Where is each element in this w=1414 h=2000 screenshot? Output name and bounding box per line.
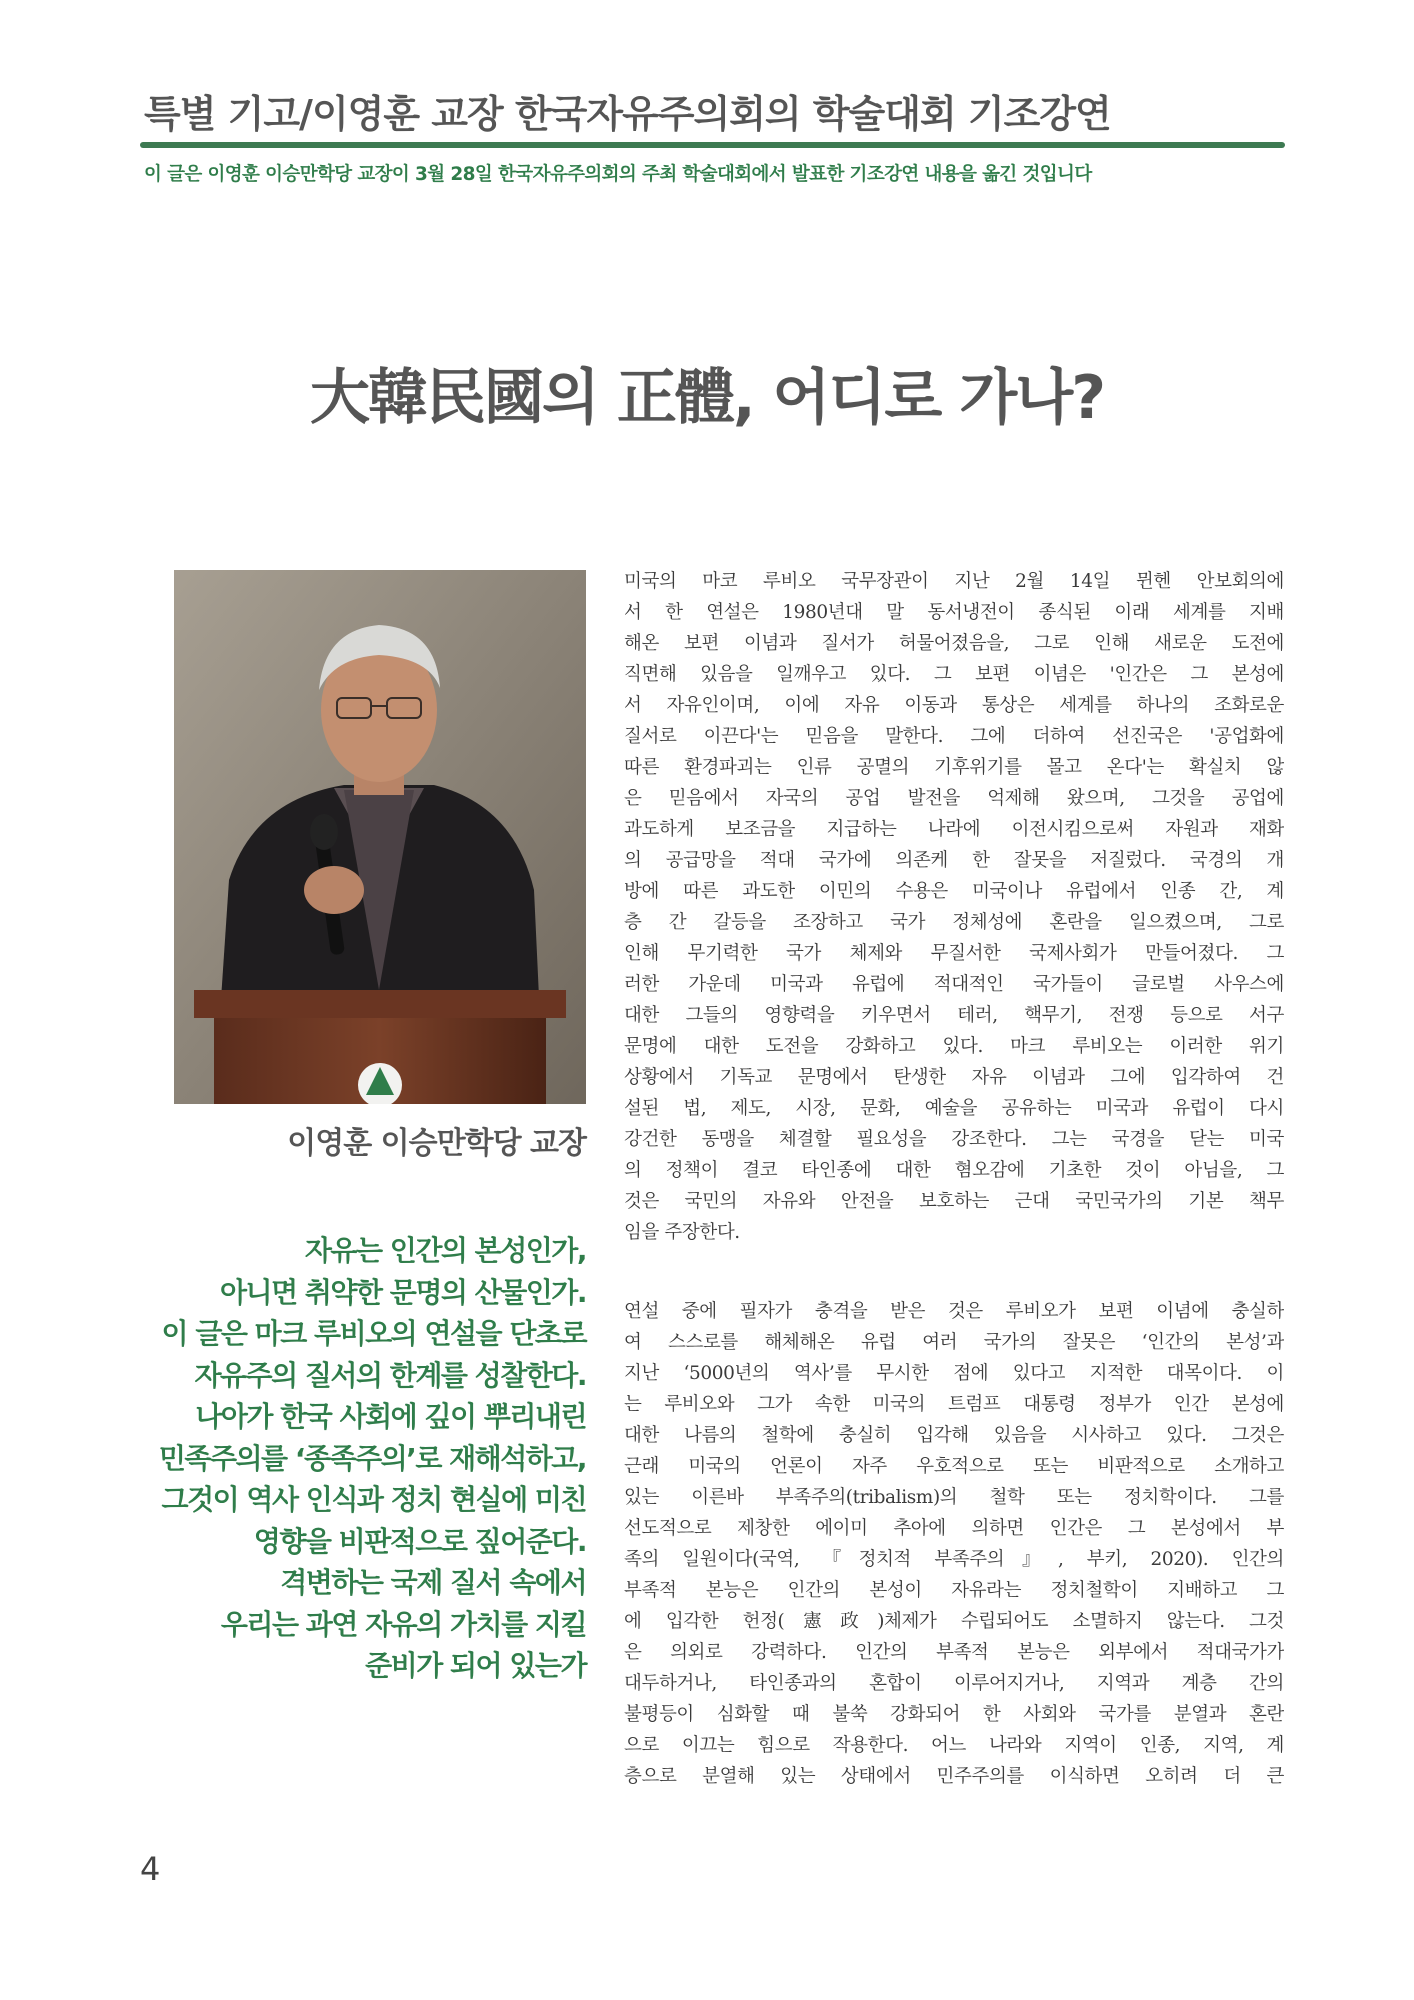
body-line: 문명에 대한 도전을 강화하고 있다. 마크 루비오는 이러한 위기: [624, 1036, 1284, 1057]
pull-quote-line: 나아가 한국 사회에 깊이 뿌리내린: [195, 1400, 586, 1433]
body-line: 따른 환경파괴는 인류 공멸의 기후위기를 몰고 온다'는 확실치 않: [624, 757, 1284, 778]
pull-quote-line: 아니면 취약한 문명의 산물인가.: [219, 1275, 586, 1309]
body-line: 러한 가운데 미국과 유럽에 적대적인 국가들이 글로벌 사우스에: [624, 974, 1284, 995]
body-line: 것은 국민의 자유와 안전을 보호하는 근대 국민국가의 기본 책무: [624, 1191, 1284, 1212]
body-line: 임을 주장한다.: [624, 1222, 740, 1243]
body-line: 의 공급망을 적대 국가에 의존케 한 잘못을 저질렀다. 국경의 개: [624, 850, 1284, 871]
pull-quote-line: 이 글은 마크 루비오의 연설을 단초로: [161, 1317, 586, 1350]
pull-quote-line: 준비가 되어 있는가: [365, 1649, 586, 1682]
pull-quote-line: 자유주의 질서의 한계를 성찰한다.: [194, 1358, 586, 1392]
body-line: 서 한 연설은 1980년대 말 동서냉전이 종식된 이래 세계를 지배: [624, 602, 1284, 623]
body-line: 과도하게 보조금을 지급하는 나라에 이전시킴으로써 자원과 재화: [624, 819, 1284, 840]
pull-quote-line: 격변하는 국제 질서 속에서: [280, 1566, 586, 1599]
body-line: 지난 ‘5000년의 역사’를 무시한 점에 있다고 지적한 대목이다. 이: [624, 1363, 1284, 1384]
photo-caption: 이영훈 이승만학당 교장: [287, 1126, 586, 1161]
pull-quote-line: 자유는 인간의 본성인가,: [304, 1234, 586, 1267]
pull-quote-line: 영향을 비판적으로 짚어준다.: [253, 1524, 586, 1558]
body-line: 연설 중에 필자가 충격을 받은 것은 루비오가 보편 이념에 충실하: [624, 1301, 1284, 1322]
body-line: 인해 무기력한 국가 체제와 무질서한 국제사회가 만들어졌다. 그: [624, 943, 1284, 964]
body-line: 대두하거나, 타인종과의 혼합이 이루어지거나, 지역과 계층 간의: [624, 1673, 1284, 1694]
body-line: 대한 그들의 영향력을 키우면서 테러, 핵무기, 전쟁 등으로 서구: [624, 1005, 1284, 1026]
header-rule: [140, 142, 1285, 148]
body-line: 층 간 갈등을 조장하고 국가 정체성에 혼란을 일으켰으며, 그로: [624, 912, 1284, 933]
body-line: 서 자유인이며, 이에 자유 이동과 통상은 세계를 하나의 조화로운: [624, 695, 1284, 716]
article-title: 大韓民國의 正體, 어디로 가나?: [309, 363, 1105, 433]
body-line: 불평등이 심화할 때 불쑥 강화되어 한 사회와 국가를 분열과 혼란: [624, 1704, 1284, 1725]
article-intro-note: 이 글은 이영훈 이승만학당 교장이 3월 28일 한국자유주의회의 주최 학술대회에서 발표한 기조강연 내용을 옮긴 것입니다: [144, 164, 1092, 185]
body-line: 부족적 본능은 인간의 본성이 자유라는 정치철학이 지배하고 그: [624, 1580, 1284, 1601]
body-line: 해온 보편 이념과 질서가 허물어졌음을, 그로 인해 새로운 도전에: [624, 633, 1284, 654]
pull-quote-line: 우리는 과연 자유의 가치를 지킬: [220, 1607, 586, 1641]
body-line: 은 믿음에서 자국의 공업 발전을 억제해 왔으며, 그것을 공업에: [624, 788, 1284, 809]
pull-quote-line: 그것이 역사 인식과 정치 현실에 미친: [161, 1483, 586, 1516]
body-line: 는 루비오와 그가 속한 미국의 트럼프 대통령 정부가 인간 본성에: [624, 1394, 1284, 1415]
page-number: 4: [140, 1850, 161, 1888]
body-line: 근래 미국의 언론이 자주 우호적으로 또는 비판적으로 소개하고: [624, 1456, 1284, 1477]
body-paragraph-2: [624, 1296, 1284, 1792]
body-line: 에 입각한 헌정(憲政)체제가 수립되어도 소멸하지 않는다. 그것: [624, 1611, 1284, 1632]
body-paragraph-1: [624, 566, 1284, 1248]
body-line: 있는 이른바 부족주의(tribalism)의 철학 또는 정치학이다. 그를: [624, 1487, 1284, 1508]
body-line: 대한 나름의 철학에 충실히 입각해 있음을 시사하고 있다. 그것은: [624, 1425, 1284, 1446]
section-header: 특별 기고/이영훈 교장 한국자유주의회의 학술대회 기조강연: [144, 92, 1111, 136]
body-line: 방에 따른 과도한 이민의 수용은 미국이나 유럽에서 인종 간, 계: [624, 881, 1284, 902]
body-line: 으로 이끄는 힘으로 작용한다. 어느 나라와 지역이 인종, 지역, 계: [624, 1735, 1284, 1756]
body-line: 선도적으로 제창한 에이미 추아에 의하면 인간은 그 본성에서 부: [624, 1518, 1284, 1539]
body-line: 의 정책이 결코 타인종에 대한 혐오감에 기초한 것이 아님을, 그: [624, 1160, 1284, 1181]
body-line: 층으로 분열해 있는 상태에서 민주주의를 이식하면 오히려 더 큰: [624, 1766, 1284, 1787]
body-line: 은 의외로 강력하다. 인간의 부족적 본능은 외부에서 적대국가가: [624, 1642, 1284, 1663]
body-line: 설된 법, 제도, 시장, 문화, 예술을 공유하는 미국과 유럽이 다시: [624, 1098, 1284, 1119]
body-line: 강건한 동맹을 체결할 필요성을 강조한다. 그는 국경을 닫는 미국: [624, 1129, 1284, 1150]
pull-quote: [140, 1230, 586, 1687]
pull-quote-line: 민족주의를 ‘종족주의’로 재해석하고,: [158, 1441, 586, 1475]
body-line: 질서로 이끈다'는 믿음을 말한다. 그에 더하여 선진국은 '공업화에: [624, 726, 1284, 747]
body-line: 여 스스로를 해체해온 유럽 여러 국가의 잘못은 ‘인간의 본성’과: [624, 1332, 1284, 1353]
body-line: 미국의 마코 루비오 국무장관이 지난 2월 14일 뮌헨 안보회의에: [624, 571, 1284, 592]
body-line: 직면해 있음을 일깨우고 있다. 그 보편 이념은 '인간은 그 본성에: [624, 664, 1284, 685]
body-line: 족의 일원이다(국역, 『정치적 부족주의』, 부키, 2020). 인간의: [624, 1549, 1284, 1570]
body-line: 상황에서 기독교 문명에서 탄생한 자유 이념과 그에 입각하여 건: [624, 1067, 1284, 1088]
speaker-photo: [174, 570, 586, 1104]
